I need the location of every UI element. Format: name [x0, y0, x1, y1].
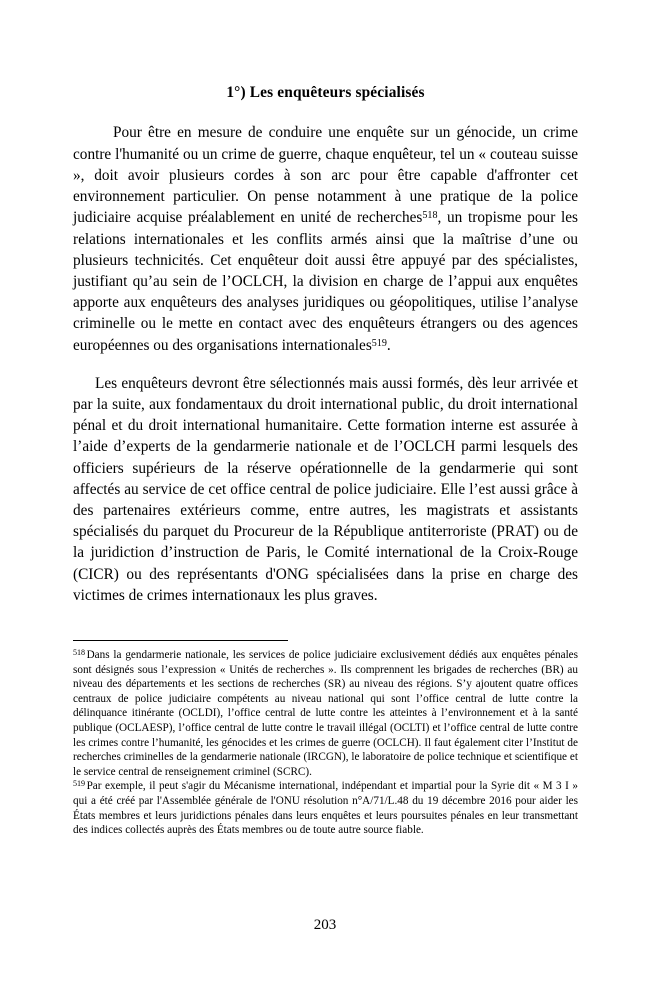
- paragraph-1: [73, 122, 578, 355]
- footnote-518: [73, 648, 578, 779]
- footnote-518-text: Dans la gendarmerie nationale, les services de police judiciaire exclusivement dédiés aux enquêtes pénales sont désignés sous l’expression « Unités de recherches ». Ils comprennent les brigades de recherches (BR) au niveau des départements et les sections de recherches (SR) au niveau des régions. S’y ajoutent quatre offices centraux de police judiciaire compétents au niveau national qui sont l’office central de lutte contre la délinquance itinérante (OCLDI), l’office central de lutte contre les atteintes à l’environnement et à la santé publique (OCLAESP), l’office central de lutte contre le travail illégal (OCLTI) et l’office central de lutte contre les crimes contre l’humanité, les génocides et les crimes de guerre (OCLCH). Il faut également citer l’Institut de recherches criminelles de la gendarmerie nationale (IRCGN), le laboratoire de police technique et scientifique et le service central de renseignement criminel (SCRC).: [73, 649, 578, 778]
- paragraph-1-text-after-ref: .: [386, 336, 391, 354]
- footnote-reference-518[interactable]: 518: [422, 210, 438, 222]
- page-content: [73, 0, 578, 606]
- footnote-separator-rule: [73, 640, 288, 641]
- page-heading: 1°) Les enquêteurs spécialisés: [226, 84, 425, 101]
- page-number: 203: [313, 917, 337, 933]
- footnote-519-text: Par exemple, il peut s'agir du Mécanisme international, indépendant et impartial pour la Syrie dit « M 3 I » qui a été créé par l'Assemblée générale de l'ONU résolution n°A/71/L.48 du 19 décembre 2016 pour aider les États membres et leurs juridictions pénales dans leurs enquêtes et leurs poursuites pénales en leur transmettant des indices collectés auprès des États membres ou de toute autre source fiable.: [73, 780, 578, 837]
- footnote-519-number: 519: [73, 779, 86, 789]
- footnote-518-number: 518: [73, 647, 86, 657]
- paragraph-1-text-middle: , un tropisme pour les relations internationales et les conflits armés ainsi que la maîtrise d’une ou plusieurs technicités. Cet enquêteur doit aussi être appuyé par des spécialistes, justifiant qu’au sein de l’OCLCH, la division en charge de l’appui aux enquêtes apporte aux enquêteurs des analyses juridiques ou géopolitiques, utilise l’analyse criminelle ou le mette en contact avec des enquêteurs étrangers ou des agences européennes ou des organisations internationales: [73, 209, 578, 354]
- footnote-reference-519[interactable]: 519: [371, 337, 387, 349]
- paragraph-2: Les enquêteurs devront être sélectionnés mais aussi formés, dès leur arrivée et par la suite, aux fondamentaux du droit international public, du droit international pénal et du droit international humanitaire. Cette formation interne est assurée à l’aide d’experts de la gendarmerie nationale et de l’OCLCH parmi lesquels des officiers supérieurs de la réserve opérationnelle de la gendarmerie qui sont affectés au service de cet office central de police judiciaire. Elle l’est aussi grâce à des partenaires extérieurs comme, entre autres, les magistrats et assistants spécialisés du parquet du Procureur de la République antiterroriste (PRAT) ou de la juridiction d’instruction de Paris, le Comité international de la Croix-Rouge (CICR) ou des représentants d'ONG spécialisées dans la prise en charge des victimes de crimes internationaux les plus graves.: [73, 374, 578, 604]
- footnote-area: [73, 640, 578, 838]
- footnote-519: [73, 779, 578, 837]
- paragraph-1-text-before-ref: Pour être en mesure de conduire une enquête sur un génocide, un crime contre l'humanité ou un crime de guerre, chaque enquêteur, tel un « couteau suisse », doit avoir plusieurs cordes à son arc pour être capable d'affronter cet environnement particulier. On pense notamment à une pratique de la police judiciaire acquise préalablement en unité de recherches: [73, 124, 578, 227]
- body-text-block: [73, 122, 578, 605]
